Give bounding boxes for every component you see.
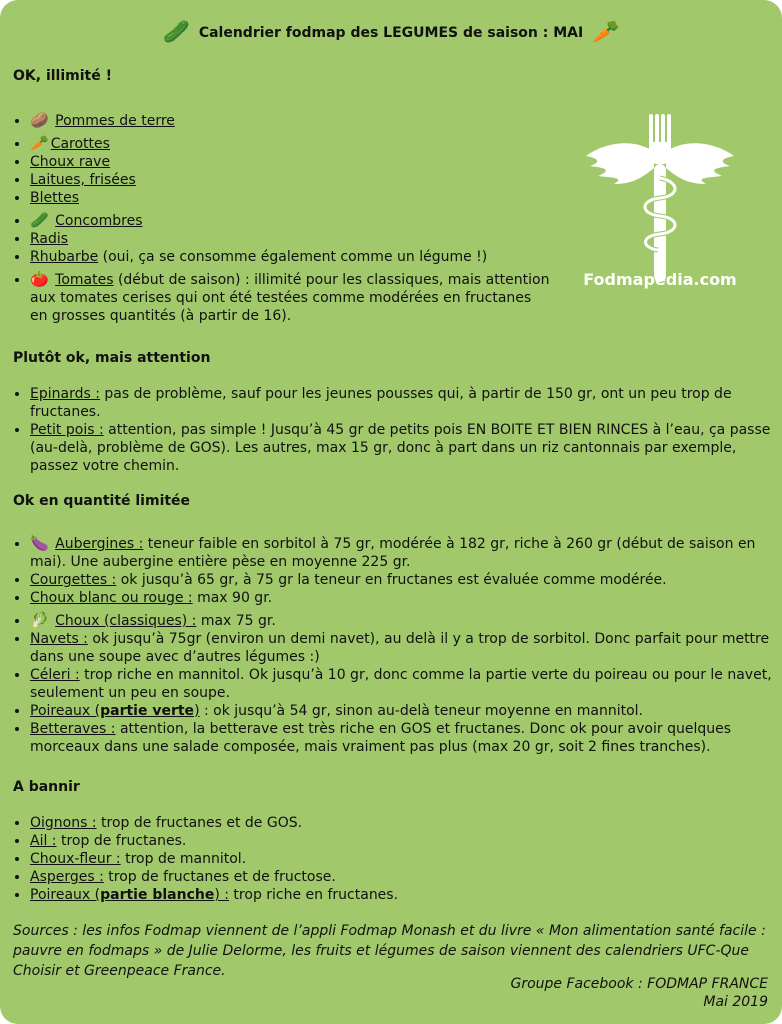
item-link-choux-blanc[interactable]: Choux blanc ou rouge : — [30, 590, 193, 606]
list-item — [30, 814, 780, 832]
item-link-poireaux-vert[interactable] — [30, 703, 200, 719]
item-text: max 75 gr. — [196, 613, 276, 629]
item-link-rhubarbe[interactable]: Rhubarbe — [30, 249, 99, 265]
tomato-icon: 🍅 — [30, 270, 49, 288]
list-item — [30, 868, 780, 886]
publish-date: Mai 2019 — [703, 994, 768, 1010]
item-text: trop de fructanes. — [56, 833, 187, 849]
list-item — [30, 111, 550, 130]
item-link-radis[interactable]: Radis — [30, 231, 69, 247]
item-text: trop riche en fructanes. — [228, 887, 399, 903]
list-item — [30, 666, 780, 702]
list-item — [30, 421, 780, 475]
item-text: teneur faible en sorbitol à 75 gr, modérée à 182 gr, riche à 260 gr (début de saison en mai). Une aubergine entière pèse en moyenne 225 gr. — [30, 536, 756, 570]
item-link-concombres[interactable]: Concombres — [55, 213, 143, 229]
item-name-bold: partie verte — [100, 703, 195, 719]
section-heading-bannir: A bannir — [13, 779, 80, 795]
list-item — [30, 832, 780, 850]
section-heading-ok: OK, illimité ! — [13, 68, 112, 84]
item-link-petit-pois[interactable]: Petit pois : — [30, 422, 104, 438]
item-text: trop riche en mannitol. Ok jusqu’à 10 gr, donc comme la partie verte du poireau ou pour le navet, seulement un peu en soupe. — [30, 667, 772, 701]
list-limitee — [13, 530, 780, 756]
list-item — [30, 886, 780, 904]
list-item — [30, 153, 550, 171]
list-item — [30, 248, 550, 266]
list-ok — [13, 107, 550, 325]
list-item — [30, 211, 550, 230]
item-link-poireaux-blanc[interactable] — [30, 887, 229, 903]
carrot-icon: 🥕 — [592, 20, 620, 45]
item-text: trop de mannitol. — [120, 851, 247, 867]
cabbage-icon: 🥬 — [30, 611, 49, 629]
list-bannir — [13, 814, 780, 904]
item-text: trop de fructanes et de GOS. — [96, 815, 303, 831]
list-item — [30, 589, 780, 607]
item-text: attention, pas simple ! Jusqu’à 45 gr de petits pois EN BOITE ET BIEN RINCES à l’eau, ça passe (au-delà, problème de GOS). Les autres, max 15 gr, donc à part dans un riz cantonnais par exemple, passez votre chemin. — [30, 422, 771, 474]
item-text: max 90 gr. — [192, 590, 273, 606]
list-item — [30, 571, 780, 589]
section-heading-limitee: Ok en quantité limitée — [13, 493, 191, 509]
item-name-end: ) — [194, 703, 200, 719]
title-text: Calendrier fodmap des LEGUMES de saison : MAI — [198, 25, 584, 41]
item-text: attention, la betterave est très riche en GOS et fructanes. Donc ok pour avoir quelques morceaux dans une salade composée, mais vraiment pas plus (max 20 gr, soit 2 fines tranches). — [30, 721, 732, 755]
eggplant-icon: 🍆 — [30, 534, 49, 552]
cucumber-icon: 🥒 — [30, 211, 49, 229]
list-item — [30, 134, 550, 153]
list-item — [30, 171, 550, 189]
list-item — [30, 630, 780, 666]
item-link-choux-fleur[interactable]: Choux-fleur : — [30, 851, 121, 867]
list-item — [30, 270, 550, 325]
item-link-ail[interactable]: Ail : — [30, 833, 57, 849]
item-link-navets[interactable]: Navets : — [30, 631, 88, 647]
page-title — [0, 19, 782, 47]
item-link-aubergines[interactable]: Aubergines : — [55, 536, 144, 552]
list-attention — [13, 385, 780, 475]
item-name-end: ) : — [214, 887, 229, 903]
list-item — [30, 230, 550, 248]
item-link-pommes-de-terre[interactable]: Pommes de terre — [55, 113, 175, 129]
item-text: ok jusqu’à 65 gr, à 75 gr la teneur en fructanes est évaluée comme modérée. — [116, 572, 667, 588]
list-item — [30, 385, 780, 421]
list-item — [30, 189, 550, 207]
item-text: : ok jusqu’à 54 gr, sinon au-delà teneur moyenne en mannitol. — [199, 703, 644, 719]
item-link-choux-rave[interactable]: Choux rave — [30, 154, 111, 170]
sources-note: Sources : les infos Fodmap viennent de l’appli Fodmap Monash et du livre « Mon alimentation santé facile : pauvre en fodmaps » de Julie Delorme, les fruits et légumes de saison viennent des calendriers UFC-Que Choisir et Greenpeace France. — [13, 923, 766, 979]
item-link-choux-classiques[interactable]: Choux (classiques) : — [55, 613, 197, 629]
logo-brand: Fodmapedia.com — [583, 270, 737, 289]
item-link-tomates[interactable]: Tomates — [55, 272, 114, 288]
item-link-asperges[interactable]: Asperges : — [30, 869, 104, 885]
signature — [510, 975, 768, 1011]
item-text: (début de saison) : illimité pour les classiques, mais attention aux tomates cerises qui ont été testées comme modérées en fructanes en grosses quantités (à partir de 16). — [30, 272, 550, 324]
facebook-group: Groupe Facebook : FODMAP FRANCE — [510, 976, 768, 992]
item-link-carottes[interactable]: Carottes — [50, 136, 110, 152]
item-link-betteraves[interactable]: Betteraves : — [30, 721, 116, 737]
potato-icon: 🥔 — [30, 111, 49, 129]
item-name: Poireaux ( — [30, 703, 101, 719]
item-name: Poireaux ( — [30, 887, 101, 903]
item-text: pas de problème, sauf pour les jeunes pousses qui, à partir de 150 gr, ont un peu trop de fructanes. — [30, 386, 732, 420]
item-text: ok jusqu’à 75gr (environ un demi navet), au delà il y a trop de sorbitol. Donc parfait pour mettre dans une soupe avec d’autres légumes :) — [30, 631, 770, 665]
cucumber-icon: 🥒 — [162, 20, 190, 45]
item-text: (oui, ça se consomme également comme un légume !) — [98, 249, 488, 265]
item-text: trop de fructanes et de fructose. — [103, 869, 336, 885]
item-link-oignons[interactable]: Oignons : — [30, 815, 97, 831]
item-link-blettes[interactable]: Blettes — [30, 190, 79, 206]
list-item — [30, 534, 780, 571]
section-heading-attention: Plutôt ok, mais attention — [13, 350, 211, 366]
list-item — [30, 611, 780, 630]
list-item — [30, 720, 780, 756]
list-item — [30, 850, 780, 868]
item-link-celeri[interactable]: Céleri : — [30, 667, 80, 683]
list-item — [30, 702, 780, 720]
carrot-icon: 🥕 — [30, 134, 49, 152]
item-link-laitues[interactable]: Laitues, frisées — [30, 172, 136, 188]
item-name-bold: partie blanche — [100, 887, 215, 903]
item-link-epinards[interactable]: Epinards : — [30, 386, 100, 402]
item-link-courgettes[interactable]: Courgettes : — [30, 572, 117, 588]
